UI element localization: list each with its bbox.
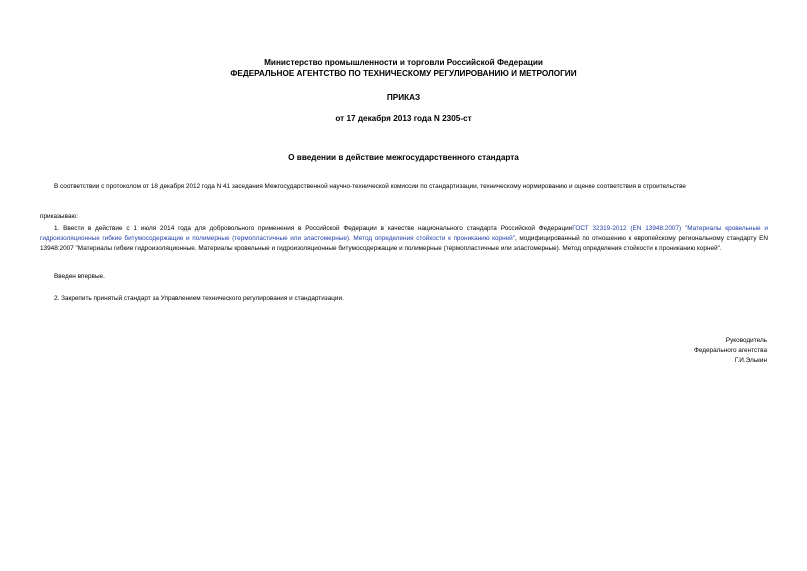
signature-organization: Федерального агентства bbox=[693, 347, 767, 354]
item-1-text-after: , модифицированный по отношению к европейскому региональному стандарту EN 13948:2007 "Материалы гибкие гидроизоляционные. Материалы кровельные и гидроизоляционные битумосодержащие и полимерные (термопластичные или эластомерные). Метод определения стойкости к прониканию корней". bbox=[40, 235, 768, 252]
item-1-text-before: 1. Ввести в действие с 1 июля 2014 года для добровольного применения в Российской Федерации в качестве национального стандарта Российской Федерации bbox=[54, 225, 573, 232]
signature-position: Руководитель bbox=[725, 337, 767, 344]
orders-label: приказываю: bbox=[40, 213, 78, 220]
intro-note: Введен впервые. bbox=[54, 273, 105, 280]
item-1-paragraph bbox=[40, 224, 768, 254]
order-subject: О введении в действие межгосударственного стандарта bbox=[288, 153, 519, 162]
standard-link[interactable]: ГОСТ 32319-2012 (EN 13948:2007) "Материалы кровельные и гидроизоляционные гибкие битумосодержащие и полимерные (термопластичные или эластомерные). Метод определения стойкости к прониканию корней" bbox=[40, 225, 768, 242]
agency-name: ФЕДЕРАЛЬНОЕ АГЕНТСТВО ПО ТЕХНИЧЕСКОМУ РЕГУЛИРОВАНИЮ И МЕТРОЛОГИИ bbox=[230, 69, 577, 78]
order-title: ПРИКАЗ bbox=[386, 93, 421, 102]
order-date: от 17 декабря 2013 года N 2305-ст bbox=[335, 114, 472, 123]
signature-block bbox=[567, 336, 767, 366]
item-2-paragraph: 2. Закрепить принятый стандарт за Управлением технического регулирования и стандартизации. bbox=[54, 295, 344, 302]
signature-name: Г.И.Элькин bbox=[734, 357, 767, 364]
preamble-paragraph: В соответствии с протоколом от 18 декабря 2012 года N 41 заседания Межгосударственной научно-технической комиссии по стандартизации, техническому нормированию и оценке соответствия в строительстве bbox=[54, 183, 686, 190]
ministry-name: Министерство промышленности и торговли Российской Федерации bbox=[264, 58, 543, 67]
